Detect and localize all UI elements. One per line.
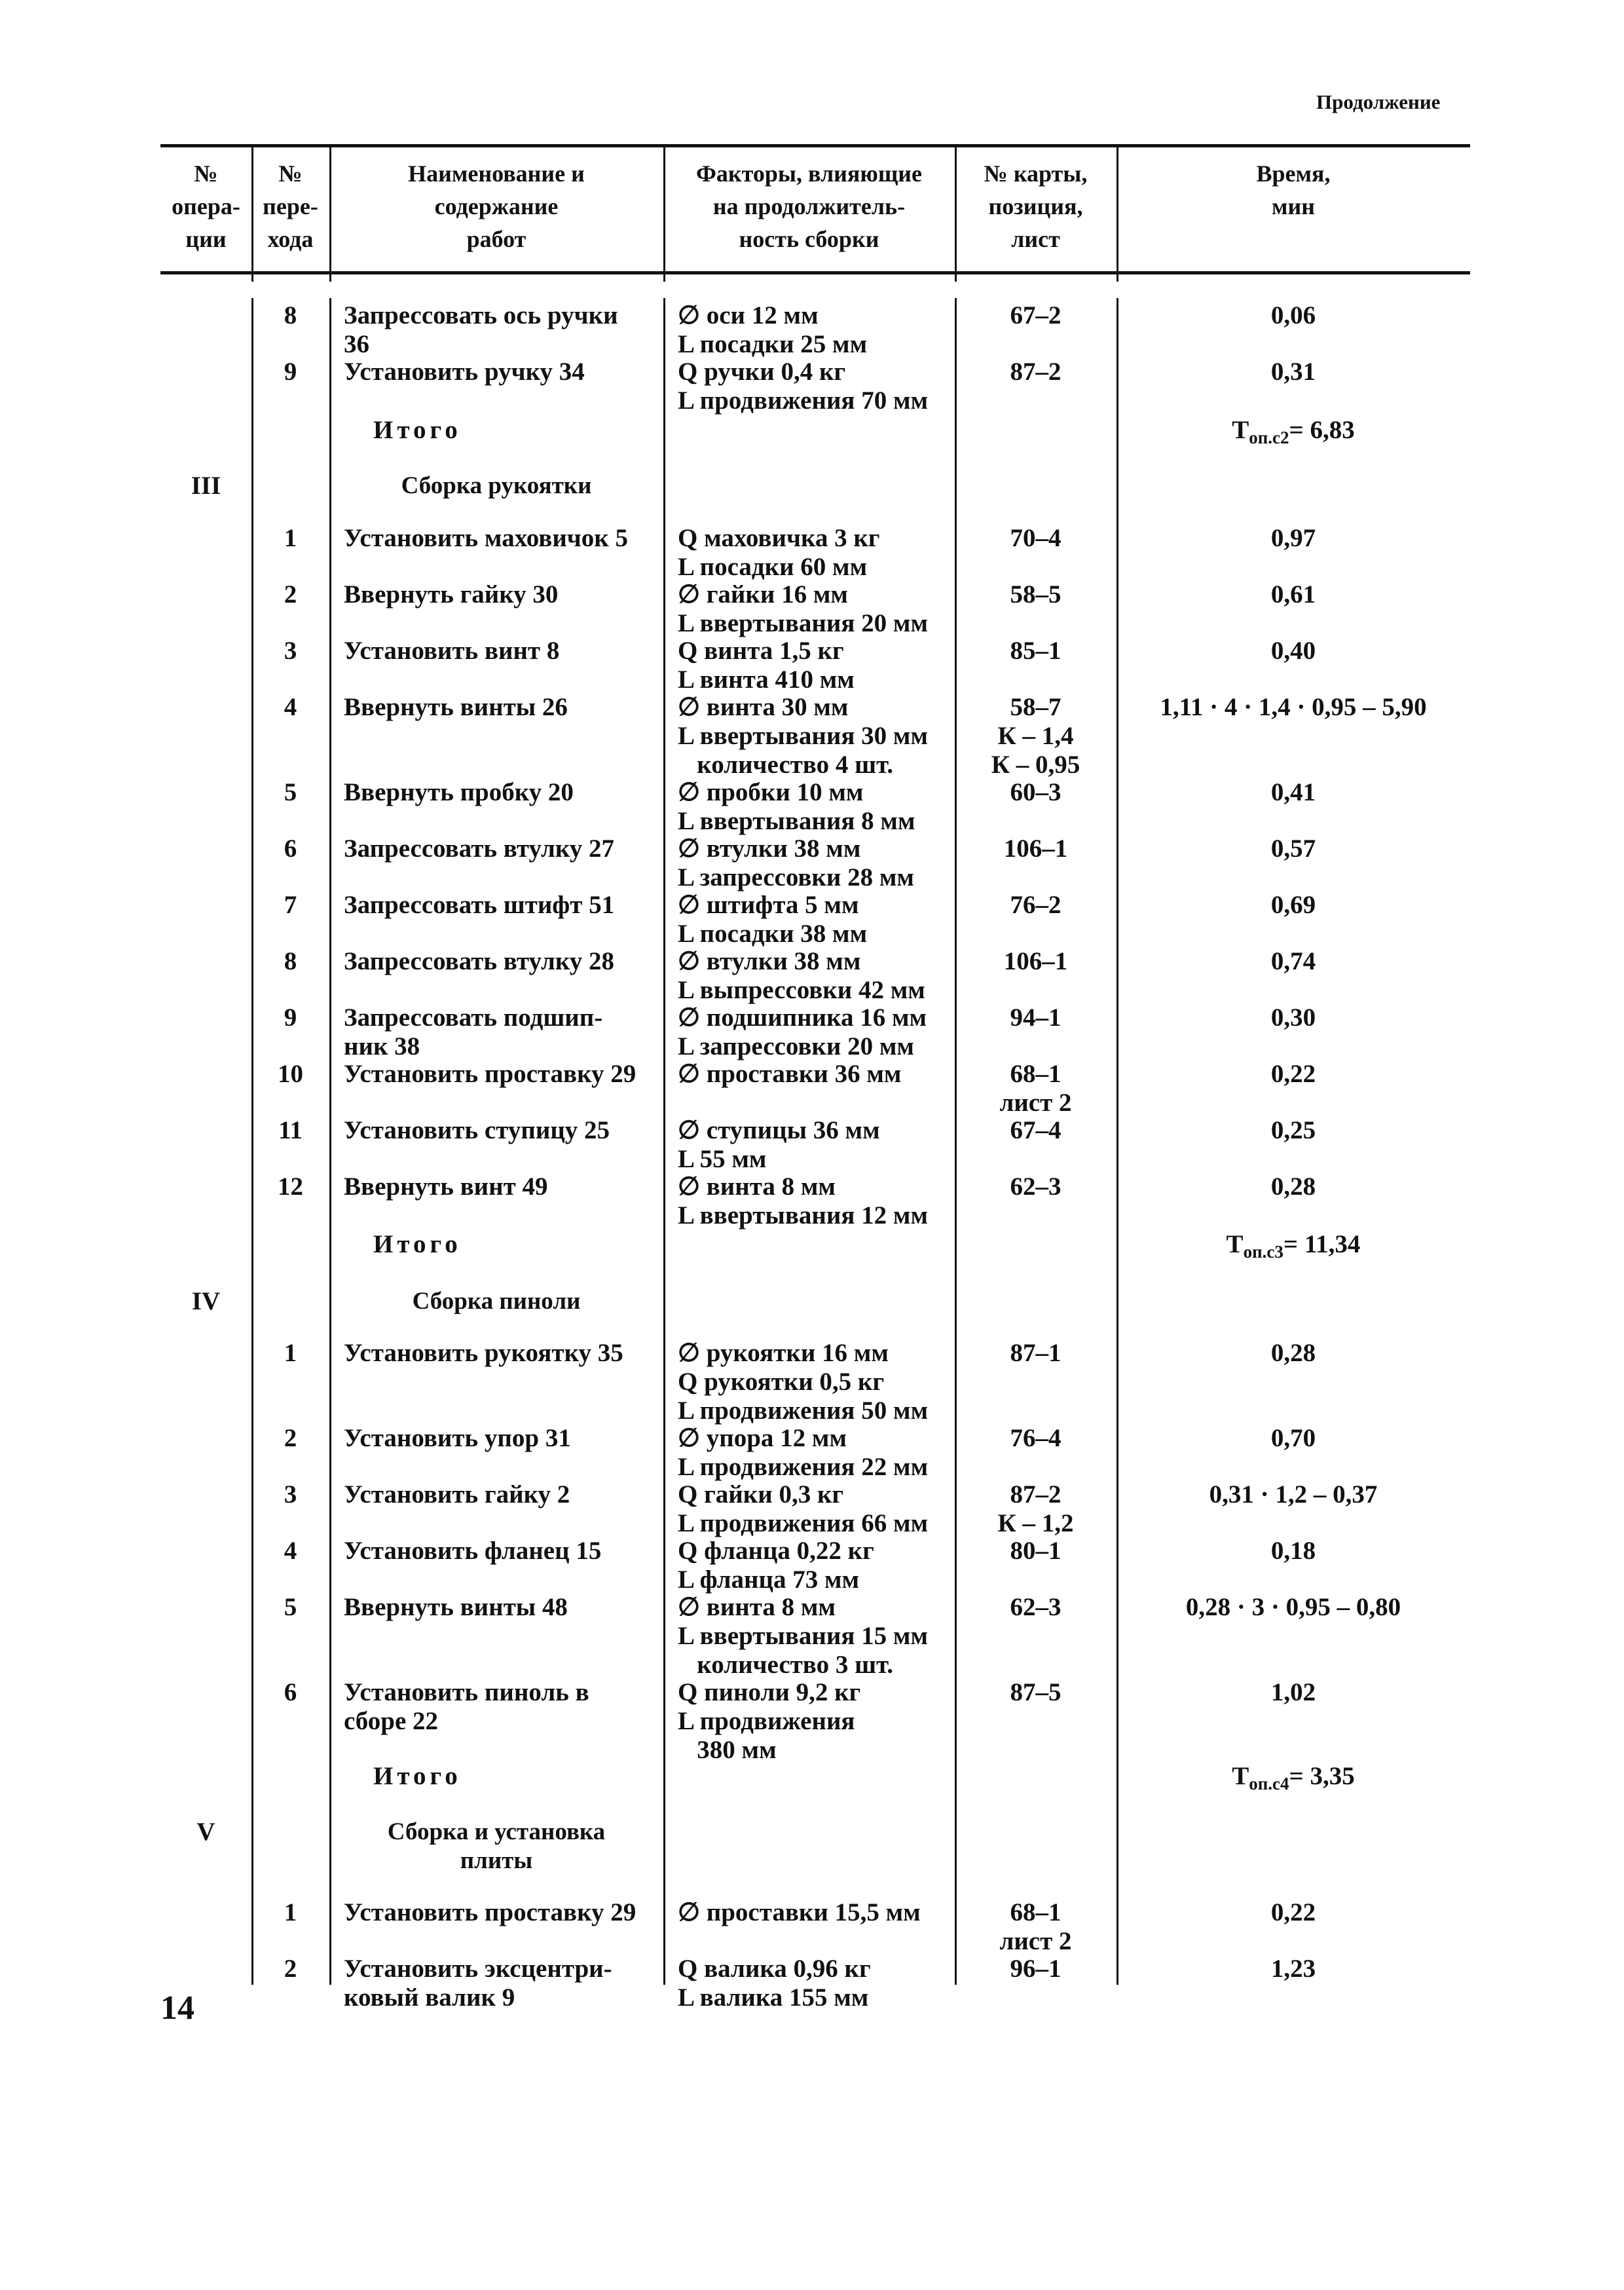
- operation-total-time: [1116, 416, 1470, 452]
- card-ref: 85–1: [1010, 637, 1061, 665]
- factors-text: Q фланца 0,22 кг L фланца 73 мм: [678, 1537, 874, 1594]
- work-name: Запрессовать подшип- ник 38: [344, 1004, 603, 1061]
- step-number: 2: [284, 1424, 297, 1452]
- time-value: 0,22: [1270, 1898, 1316, 1926]
- card-ref: 87–2 К – 1,2: [997, 1480, 1074, 1537]
- factors-text: ∅ гайки 16 мм L ввертывания 20 мм: [678, 580, 929, 637]
- step-number: 10: [278, 1060, 303, 1088]
- time-value: 0,25: [1270, 1116, 1316, 1144]
- work-name: Запрессовать втулку 28: [344, 947, 615, 975]
- work-name: Установить фланец 15: [344, 1537, 602, 1565]
- factors-text: Q гайки 0,3 кг L продвижения 66 мм: [678, 1480, 929, 1537]
- total-symbol: T: [1232, 416, 1249, 444]
- time-value: 0,61: [1270, 580, 1316, 609]
- total-value: = 3,35: [1289, 1762, 1355, 1790]
- step-number: 11: [278, 1116, 303, 1144]
- step-number: 6: [284, 1678, 297, 1706]
- card-ref: 62–3: [1010, 1173, 1061, 1201]
- time-value: 0,41: [1270, 778, 1316, 806]
- time-value: 0,40: [1270, 637, 1316, 665]
- card-ref: 70–4: [1010, 524, 1061, 552]
- card-ref: 58–7 К – 1,4 К – 0,95: [991, 693, 1080, 779]
- factors-text: ∅ втулки 38 мм L запрессовки 28 мм: [678, 835, 914, 892]
- header-bottom-rule: [160, 271, 1470, 274]
- total-value: = 11,34: [1283, 1230, 1361, 1258]
- step-number: 4: [284, 693, 297, 721]
- operation-number: III: [191, 472, 221, 500]
- total-label: Итого: [373, 1762, 462, 1790]
- total-value: = 6,83: [1289, 416, 1355, 444]
- total-symbol: T: [1226, 1230, 1244, 1258]
- total-symbol: T: [1232, 1762, 1249, 1790]
- step-number: 5: [284, 1593, 297, 1621]
- card-ref: 76–2: [1010, 891, 1061, 919]
- step-number: 3: [284, 1480, 297, 1509]
- factors-text: ∅ проставки 36 мм: [678, 1060, 902, 1088]
- step-number: 8: [284, 301, 297, 329]
- step-number: 1: [284, 1898, 297, 1926]
- factors-text: Q ручки 0,4 кг L продвижения 70 мм: [678, 358, 929, 415]
- card-ref: 80–1: [1010, 1537, 1061, 1565]
- card-ref: 106–1: [1003, 947, 1068, 975]
- time-value: 0,18: [1270, 1537, 1316, 1565]
- card-ref: 76–4: [1010, 1424, 1061, 1452]
- work-name: Установить пиноль в сборе 22: [344, 1678, 589, 1735]
- work-name: Ввернуть пробку 20: [344, 778, 574, 806]
- factors-text: ∅ винта 30 мм L ввертывания 30 мм количество 4 шт.: [678, 693, 929, 779]
- time-value: 0,31: [1270, 358, 1316, 386]
- card-ref: 96–1: [1010, 1955, 1061, 1983]
- column-header-step: № пере- хода: [263, 160, 318, 252]
- card-ref: 87–1: [1010, 1339, 1061, 1367]
- card-ref: 68–1 лист 2: [999, 1060, 1072, 1117]
- time-value: 0,70: [1270, 1424, 1316, 1452]
- column-header-work-name: Наименование и содержание работ: [408, 160, 585, 252]
- step-number: 8: [284, 947, 297, 975]
- time-value: 0,28: [1270, 1173, 1316, 1201]
- time-value: 0,30: [1270, 1004, 1316, 1032]
- step-number: 1: [284, 524, 297, 552]
- factors-text: ∅ штифта 5 мм L посадки 38 мм: [678, 891, 868, 948]
- step-number: 12: [278, 1173, 303, 1201]
- factors-text: Q валика 0,96 кг L валика 155 мм: [678, 1955, 871, 2012]
- work-name: Запрессовать втулку 27: [344, 835, 615, 863]
- step-number: 7: [284, 891, 297, 919]
- step-number: 9: [284, 358, 297, 386]
- work-name: Установить проставку 29: [344, 1060, 637, 1088]
- step-number: 2: [284, 580, 297, 609]
- body-divider: [663, 298, 665, 1985]
- time-value: 0,31 · 1,2 – 0,37: [1209, 1480, 1378, 1509]
- page-number: 14: [160, 1989, 194, 2027]
- card-ref: 87–2: [1010, 358, 1061, 386]
- operation-total-time: [1116, 1762, 1470, 1798]
- time-value: 0,97: [1270, 524, 1316, 552]
- time-value: 0,57: [1270, 835, 1316, 863]
- factors-text: Q винта 1,5 кг L винта 410 мм: [678, 637, 855, 694]
- time-value: 0,28 · 3 · 0,95 – 0,80: [1185, 1593, 1401, 1621]
- factors-text: ∅ проставки 15,5 мм: [678, 1898, 921, 1926]
- card-ref: 67–4: [1010, 1116, 1061, 1144]
- factors-text: ∅ ступицы 36 мм L 55 мм: [678, 1116, 880, 1173]
- time-value: 1,02: [1270, 1678, 1316, 1706]
- step-number: 3: [284, 637, 297, 665]
- work-name: Установить рукоятку 35: [344, 1339, 623, 1367]
- column-header-time: Время, мин: [1256, 160, 1331, 219]
- factors-text: ∅ оси 12 мм L посадки 25 мм: [678, 301, 868, 358]
- time-value: 1,23: [1270, 1955, 1316, 1983]
- work-name: Ввернуть винты 48: [344, 1593, 568, 1621]
- total-subscript: оп.с2: [1249, 428, 1289, 447]
- factors-text: ∅ винта 8 мм L ввертывания 12 мм: [678, 1173, 929, 1229]
- body-divider: [329, 298, 331, 1985]
- step-number: 1: [284, 1339, 297, 1367]
- step-number: 9: [284, 1004, 297, 1032]
- table-top-rule: [160, 144, 1470, 147]
- time-value: 0,69: [1270, 891, 1316, 919]
- factors-text: ∅ подшипника 16 мм L запрессовки 20 мм: [678, 1004, 927, 1061]
- work-name: Запрессовать ось ручки 36: [344, 301, 618, 358]
- section-title: Сборка и установка плиты: [387, 1818, 606, 1874]
- operation-total-time: [1116, 1230, 1470, 1266]
- card-ref: 62–3: [1010, 1593, 1061, 1621]
- work-name: Установить эксцентри- ковый валик 9: [344, 1955, 612, 2012]
- time-value: 0,28: [1270, 1339, 1316, 1367]
- card-ref: 60–3: [1010, 778, 1061, 806]
- work-name: Ввернуть гайку 30: [344, 580, 559, 609]
- card-ref: 68–1 лист 2: [999, 1898, 1072, 1955]
- card-ref: 94–1: [1010, 1004, 1061, 1032]
- continuation-label: Продолжение: [1316, 90, 1441, 113]
- factors-text: Q пиноли 9,2 кг L продвижения 380 мм: [678, 1678, 861, 1764]
- column-header-card: № карты, позиция, лист: [984, 160, 1088, 252]
- total-subscript: оп.с3: [1243, 1242, 1283, 1262]
- operation-number: IV: [191, 1287, 221, 1315]
- factors-text: Q маховичка 3 кг L посадки 60 мм: [678, 524, 880, 581]
- card-ref: 67–2: [1010, 301, 1061, 329]
- card-ref: 58–5: [1010, 580, 1061, 609]
- step-number: 5: [284, 778, 297, 806]
- work-name: Ввернуть винт 49: [344, 1173, 548, 1201]
- step-number: 2: [284, 1955, 297, 1983]
- time-value: 0,22: [1270, 1060, 1316, 1088]
- factors-text: ∅ упора 12 мм L продвижения 22 мм: [678, 1424, 929, 1481]
- factors-text: ∅ пробки 10 мм L ввертывания 8 мм: [678, 778, 915, 835]
- column-header-operation: № опера- ции: [172, 160, 240, 252]
- work-name: Запрессовать штифт 51: [344, 891, 615, 919]
- section-title: Сборка пиноли: [412, 1288, 581, 1315]
- time-value: 1,11 · 4 · 1,4 · 0,95 – 5,90: [1160, 693, 1427, 721]
- column-header-factors: Факторы, влияющие на продолжитель- ность сборки: [695, 160, 922, 252]
- work-name: Установить гайку 2: [344, 1480, 570, 1509]
- work-name: Ввернуть винты 26: [344, 693, 568, 721]
- total-label: Итого: [373, 1230, 462, 1258]
- total-label: Итого: [373, 416, 462, 444]
- work-name: Установить упор 31: [344, 1424, 571, 1452]
- factors-text: ∅ рукоятки 16 мм Q рукоятки 0,5 кг L продвижения 50 мм: [678, 1339, 929, 1425]
- step-number: 4: [284, 1537, 297, 1565]
- factors-text: ∅ винта 8 мм L ввертывания 15 мм количество 3 шт.: [678, 1593, 929, 1679]
- total-subscript: оп.с4: [1249, 1774, 1289, 1793]
- work-name: Установить маховичок 5: [344, 524, 629, 552]
- work-name: Установить ручку 34: [344, 358, 585, 386]
- card-ref: 87–5: [1010, 1678, 1061, 1706]
- card-ref: 106–1: [1003, 835, 1068, 863]
- work-name: Установить винт 8: [344, 637, 560, 665]
- operation-number: V: [196, 1818, 215, 1846]
- work-name: Установить ступицу 25: [344, 1116, 610, 1144]
- factors-text: ∅ втулки 38 мм L выпрессовки 42 мм: [678, 947, 925, 1004]
- time-value: 0,74: [1270, 947, 1316, 975]
- time-value: 0,06: [1270, 301, 1316, 329]
- section-title: Сборка рукоятки: [401, 472, 592, 499]
- step-number: 6: [284, 835, 297, 863]
- work-name: Установить проставку 29: [344, 1898, 637, 1926]
